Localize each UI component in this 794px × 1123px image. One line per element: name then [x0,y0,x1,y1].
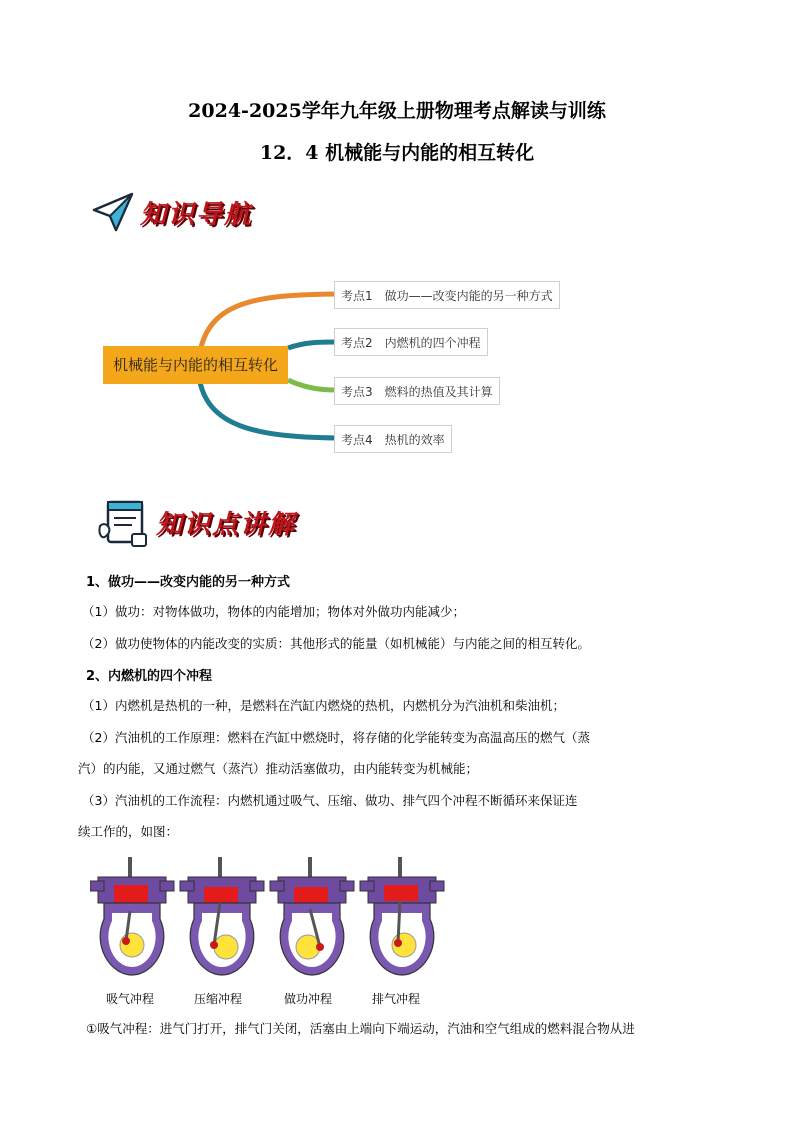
notebook-pen-icon [96,496,152,550]
section-2-para-2b: 汽）的内能，又通过燃气（蒸汽）推动活塞做功，由内能转变为机械能； [78,761,479,776]
section-2-para-1: （1）内燃机是热机的一种，是燃料在汽缸内燃烧的热机，内燃机分为汽油机和柴油机； [82,698,565,713]
mindmap-topic-3: 考点3 燃料的热值及其计算 [334,377,500,405]
section-1-heading: 1、做功——改变内能的另一种方式 [86,575,291,590]
mindmap-topic-4: 考点4 热机的效率 [334,425,452,453]
mindmap-topic-1: 考点1 做功——改变内能的另一种方式 [334,281,560,309]
nav-banner-text: 知识导航 [140,200,253,230]
section-2-para-4: ①吸气冲程：进气门打开，排气门关闭，活塞由上端向下端运动，汽油和空气组成的燃料混合物从进 [86,1021,635,1036]
mindmap-connectors [0,0,794,480]
document-title: 2024-2025学年九年级上册物理考点解读与训练 [188,100,606,122]
section-1-para-1: （1）做功：对物体做功，物体的内能增加；物体对外做功内能减少； [82,604,465,619]
section-2-heading: 2、内燃机的四个冲程 [86,669,213,684]
engine-stroke-diagrams [90,855,450,990]
explain-banner-text: 知识点讲解 [156,510,297,540]
section-2-para-2a: （2）汽油机的工作原理：燃料在汽缸中燃烧时，将存储的化学能转变为高温高压的燃气（蒸 [82,730,590,745]
section-2-para-3b: 续工作的，如图： [78,824,179,839]
engine-figure [90,855,450,1015]
section-1-para-2: （2）做功使物体的内能改变的实质：其他形式的能量（如机械能）与内能之间的相互转化。 [82,636,590,651]
mindmap-center-node: 机械能与内能的相互转化 [103,346,288,384]
stroke-label-compression: 压缩冲程 [194,992,243,1006]
stroke-label-exhaust: 排气冲程 [372,992,421,1006]
explain-banner [96,496,336,550]
lesson-title: 12．4 机械能与内能的相互转化 [259,142,535,164]
stroke-label-intake: 吸气冲程 [106,992,155,1006]
mindmap-topic-2: 考点2 内燃机的四个冲程 [334,328,488,356]
stroke-label-power: 做功冲程 [284,992,333,1006]
section-2-para-3a: （3）汽油机的工作流程：内燃机通过吸气、压缩、做功、排气四个冲程不断循环来保证连 [82,793,578,808]
